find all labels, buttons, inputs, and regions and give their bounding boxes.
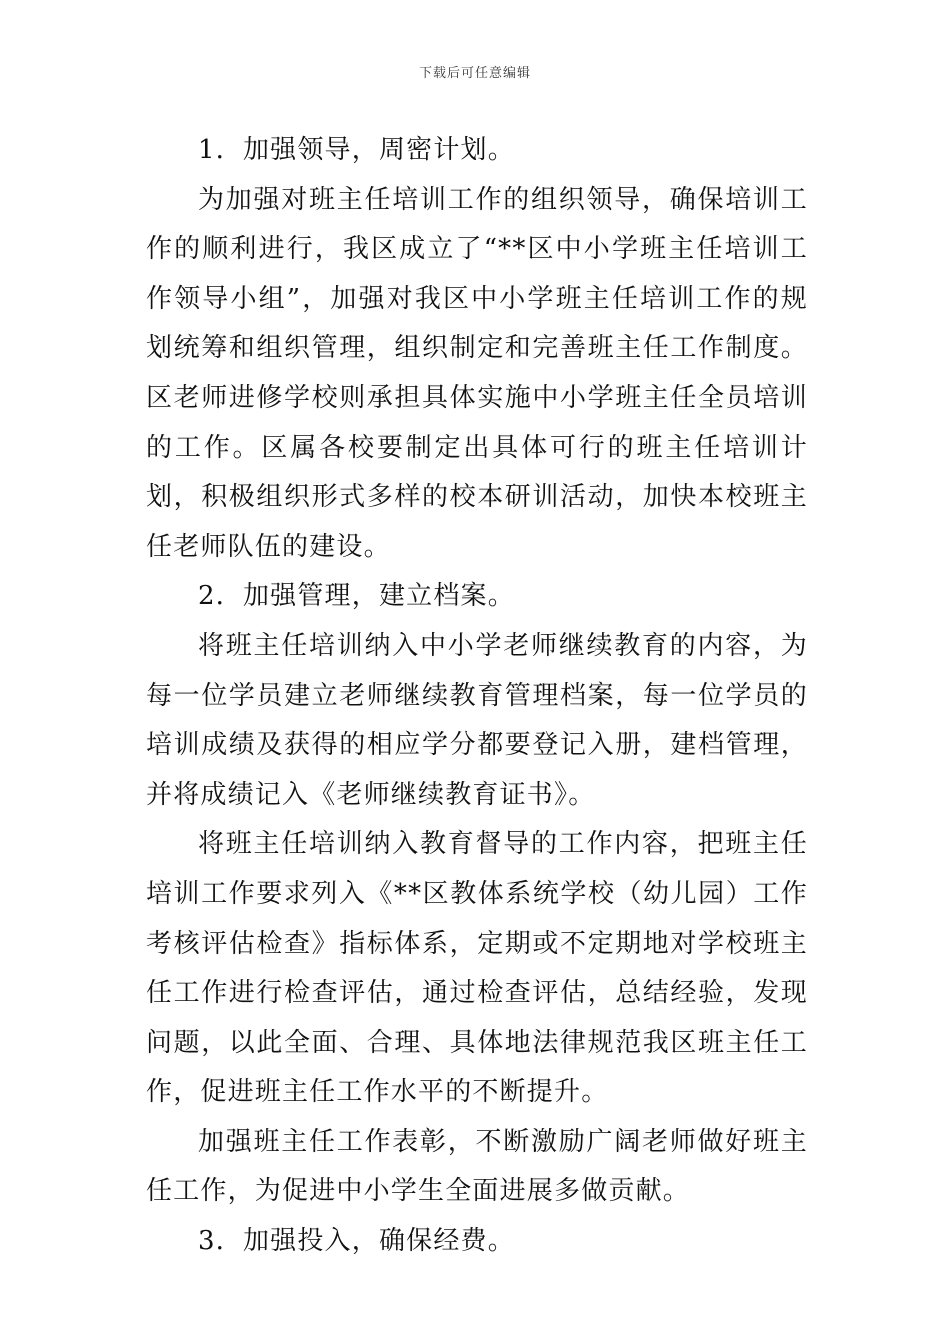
document-body — [146, 126, 808, 1267]
section-heading-3: 3．加强投入，确保经费。 — [198, 1226, 515, 1257]
paragraph-leadership: 为加强对班主任培训工作的组织领导，确保培训工作的顺利进行，我区成立了“**区中小学班主任培训工作领导小组”，加强对我区中小学班主任培训工作的规划统筹和组织管理，组织制定和完善班主任工作制度。区老师进修学校则承担具体实施中小学班主任全员培训的工作。区属各校要制定出具体可行的班主任培训计划，积极组织形式多样的校本研训活动，加快本校班主任老师队伍的建设。 — [146, 184, 808, 562]
paragraph-supervision: 将班主任培训纳入教育督导的工作内容，把班主任培训工作要求列入《**区教体系统学校（幼儿园）工作考核评估检查》指标体系，定期或不定期地对学校班主任工作进行检查评估，通过检查评估，总结经验，发现问题，以此全面、合理、具体地法律规范我区班主任工作，促进班主任工作水平的不断提升。 — [146, 829, 808, 1108]
paragraph-commendation: 加强班主任工作表彰，不断激励广阔老师做好班主任工作，为促进中小学生全面进展多做贡献。 — [146, 1126, 808, 1207]
paragraph-archive: 将班主任培训纳入中小学老师继续教育的内容，为每一位学员建立老师继续教育管理档案，每一位学员的培训成绩及获得的相应学分都要登记入册，建档管理，并将成绩记入《老师继续教育证书》。 — [146, 630, 808, 810]
section-heading-1: 1．加强领导，周密计划。 — [198, 135, 515, 165]
page-header: 下载后可任意编辑 — [418, 66, 531, 81]
section-heading-2: 2．加强管理，建立档案。 — [198, 581, 515, 612]
